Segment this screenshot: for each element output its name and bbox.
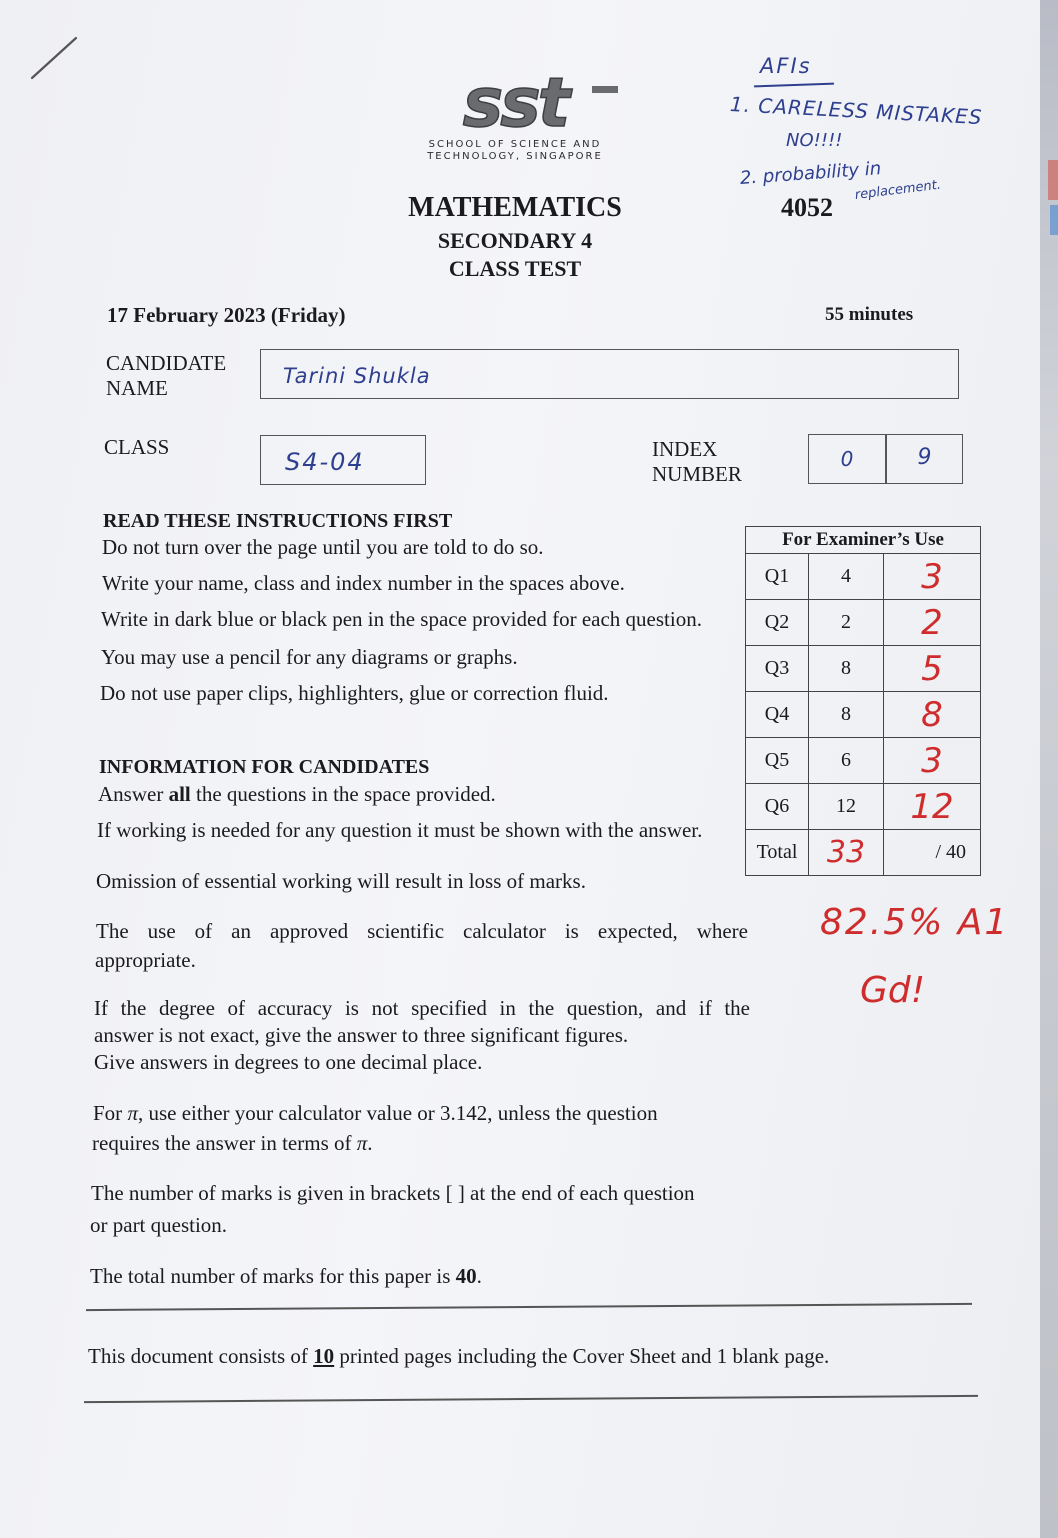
information-line-5b: answer is not exact, give the answer to three significant figures. (94, 1023, 629, 1047)
score-value: 5 (921, 648, 943, 689)
information-line-1: Answer all the questions in the space provided. (98, 782, 496, 806)
instruction-line: You may use a pencil for any diagrams or graphs. (101, 645, 518, 669)
afi-item-2-continued: replacement. (854, 177, 942, 203)
afi-item-1-emphasis: NO!!!! (786, 130, 843, 151)
index-number-field[interactable] (808, 434, 963, 484)
table-row-total: Total 33 / 40 (746, 830, 981, 876)
afis-title: AFIs (760, 54, 812, 78)
index-digit-2: 9 (917, 445, 932, 470)
candidate-label-line2: NAME (106, 376, 168, 400)
table-row: Q1 4 3 (746, 554, 981, 600)
index-label-line1: INDEX (652, 437, 718, 461)
grade-comment: Gd! (860, 970, 926, 1011)
total-max: / 40 (884, 830, 981, 876)
index-number-label (652, 437, 742, 487)
exam-date: 17 February 2023 (Friday) (107, 303, 346, 327)
table-row: Q5 6 3 (746, 738, 981, 784)
index-label-line2: NUMBER (652, 462, 742, 486)
school-logo (410, 72, 620, 164)
information-line-5c: Give answers in degrees to one decimal place. (94, 1050, 483, 1074)
class-label: CLASS (104, 435, 170, 459)
level-title: SECONDARY 4 (437, 228, 593, 253)
information-line-8: The total number of marks for this paper is 40. (90, 1264, 482, 1288)
information-line-4b: appropriate. (95, 948, 196, 972)
examiner-use-table (745, 526, 981, 876)
score-value: 2 (921, 602, 943, 643)
score-value: 8 (921, 694, 943, 735)
grade-percentage: 82.5% A1 (820, 902, 1010, 943)
candidate-name-value: Tarini Shukla (283, 364, 431, 388)
information-line-6b: requires the answer in terms of π. (92, 1131, 373, 1155)
pencil-stroke-mark (28, 34, 80, 82)
candidate-name-label (106, 351, 226, 401)
table-row: Q6 12 12 (746, 784, 981, 830)
instruction-line: Write in dark blue or black pen in the space provided for each question. (101, 607, 702, 631)
information-heading: INFORMATION FOR CANDIDATES (99, 756, 430, 778)
total-score: 33 (826, 834, 866, 870)
candidate-label-line1: CANDIDATE (106, 351, 227, 375)
index-digit-1: 0 (840, 447, 854, 471)
information-line-5a: If the degree of accuracy is not specified in the question, and if the (94, 996, 750, 1020)
information-line-3: Omission of essential working will result in loss of marks. (96, 869, 586, 893)
instruction-line: Do not turn over the page until you are told to do so. (102, 535, 544, 559)
candidate-name-field[interactable] (260, 349, 959, 399)
information-line-7a: The number of marks is given in brackets [ ] at the end of each question (91, 1181, 695, 1205)
logo-school-line2: TECHNOLOGY, SINGAPORE (427, 151, 603, 162)
afi-item-2: 2. probability in (739, 158, 882, 189)
class-field[interactable] (260, 435, 426, 485)
score-value: 3 (921, 556, 943, 597)
exam-duration: 55 minutes (825, 304, 914, 325)
paper-code: 4052 (781, 193, 833, 222)
instruction-line: Do not use paper clips, highlighters, glue or correction fluid. (100, 681, 609, 705)
subject-title: MATHEMATICS (408, 192, 622, 223)
afi-item-1: 1. CARELESS MISTAKES (729, 92, 984, 130)
background-object (1048, 160, 1058, 200)
class-value: S4-04 (285, 448, 365, 476)
information-line-7b: or part question. (90, 1213, 228, 1237)
information-line-2: If working is needed for any question it must be shown with the answer. (97, 818, 703, 842)
background-object (1050, 205, 1058, 235)
instruction-line: Write your name, class and index number in the spaces above. (102, 571, 625, 595)
information-line-6a: For π, use either your calculator value or 3.142, unless the question (93, 1101, 658, 1125)
score-value: 12 (910, 786, 954, 827)
information-line-4a: The use of an approved scientific calculator is expected, where (96, 919, 748, 943)
sst-logo-mark (410, 72, 620, 134)
test-type-title: CLASS TEST (448, 256, 582, 281)
logo-school-line1: SCHOOL OF SCIENCE AND (428, 139, 602, 150)
table-row: Q3 8 5 (746, 646, 981, 692)
examiner-table-title: For Examiner’s Use (746, 527, 981, 554)
table-row: Q2 2 2 (746, 600, 981, 646)
logo-letters: sst (462, 72, 568, 134)
score-value: 3 (921, 740, 943, 781)
footer-page-count: This document consists of 10 printed pages including the Cover Sheet and 1 blank page. (88, 1344, 830, 1368)
table-row: Q4 8 8 (746, 692, 981, 738)
instructions-heading: READ THESE INSTRUCTIONS FIRST (103, 510, 453, 532)
